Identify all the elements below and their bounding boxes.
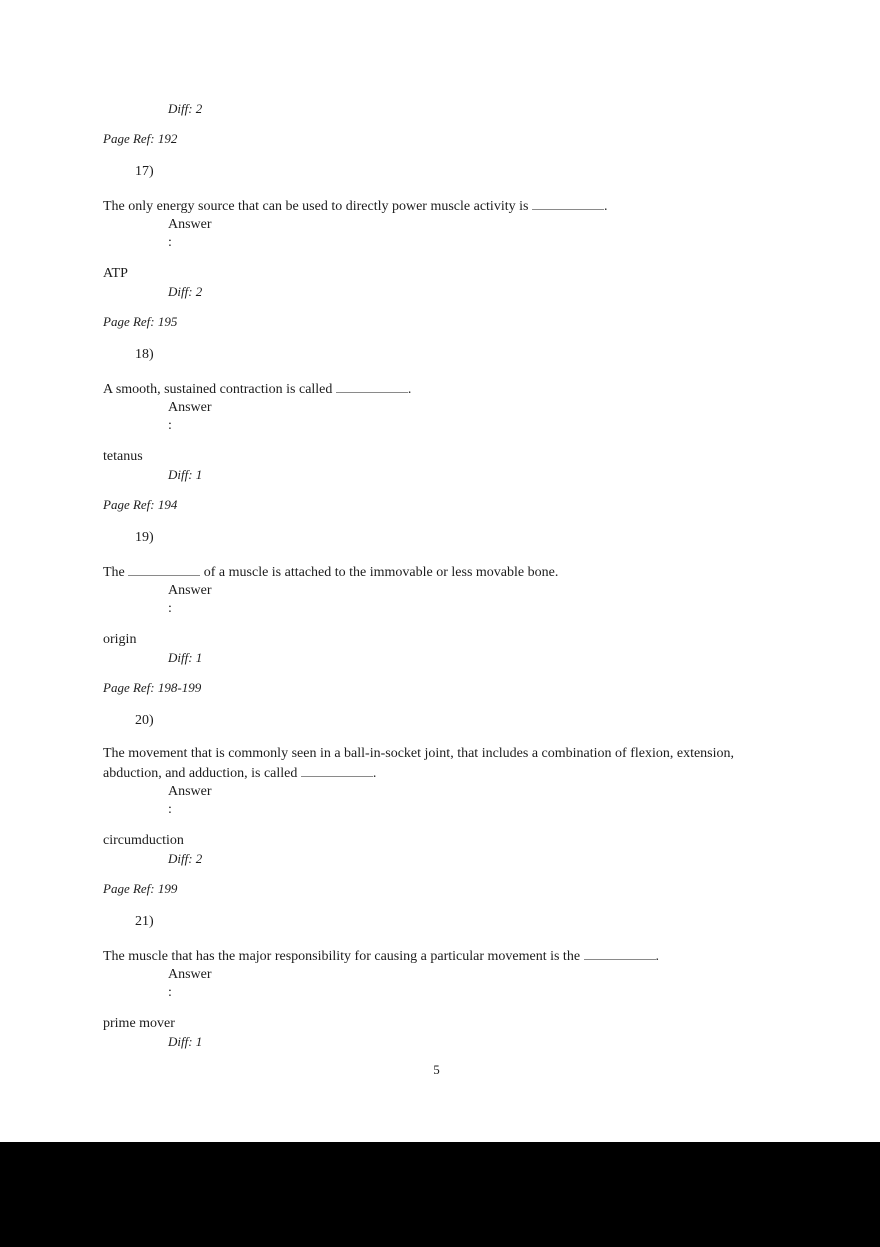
answer-label: Answer xyxy=(168,967,212,982)
answer-colon: : xyxy=(168,235,172,250)
answer-label: Answer xyxy=(168,784,212,799)
question-text-before: The movement that is commonly seen in a ball-in-socket joint, that includes a combination of flexion, extension, abduction, and adduction, is called xyxy=(103,746,735,781)
question-text-after: of a muscle is attached to the immovable or less movable bone. xyxy=(200,565,559,580)
question-text-after: . xyxy=(372,766,377,781)
answer-blank xyxy=(532,196,604,210)
answer-text: ATP xyxy=(103,266,128,281)
diff-line: Diff: 1 xyxy=(168,1034,203,1049)
page-ref-line: Page Ref: 195 xyxy=(103,314,178,329)
question-text-after: . xyxy=(655,949,660,964)
answer-text: prime mover xyxy=(103,1016,175,1031)
question-text xyxy=(103,562,770,582)
question-text-after: . xyxy=(407,382,412,397)
question-block xyxy=(103,529,770,697)
diff-line: Diff: 2 xyxy=(168,851,203,866)
question-number: 18) xyxy=(135,347,154,362)
diff-line: Diff: 2 xyxy=(168,284,203,299)
question-number: 19) xyxy=(135,530,154,545)
question-number: 20) xyxy=(135,713,154,728)
question-number: 21) xyxy=(135,914,154,929)
page-number: 5 xyxy=(433,1062,440,1077)
footer-letterbox-bar xyxy=(0,1142,880,1247)
question-number: 17) xyxy=(135,164,154,179)
question-text-before: The xyxy=(103,565,129,580)
answer-text: tetanus xyxy=(103,449,143,464)
answer-label: Answer xyxy=(168,583,212,598)
question-text-before: The muscle that has the major responsibility for causing a particular movement is the xyxy=(103,949,584,964)
question-text xyxy=(103,379,770,399)
answer-text: circumduction xyxy=(103,833,184,848)
question-block xyxy=(103,712,770,898)
question-text xyxy=(103,196,770,216)
page-ref-line: Page Ref: 192 xyxy=(103,131,178,146)
page-ref-line: Page Ref: 194 xyxy=(103,497,178,512)
answer-blank xyxy=(128,562,200,576)
question-text-after: . xyxy=(603,199,608,214)
answer-label: Answer xyxy=(168,400,212,415)
page-ref-line: Page Ref: 198-199 xyxy=(103,680,202,695)
question-text xyxy=(103,946,770,966)
answer-colon: : xyxy=(168,418,172,433)
question-block xyxy=(103,346,770,514)
question-block xyxy=(103,163,770,331)
question-text-before: A smooth, sustained contraction is called xyxy=(103,382,336,397)
answer-colon: : xyxy=(168,985,172,1000)
diff-line: Diff: 2 xyxy=(168,101,203,116)
question-text-before: The only energy source that can be used to directly power muscle activity is xyxy=(103,199,532,214)
answer-colon: : xyxy=(168,601,172,616)
answer-colon: : xyxy=(168,802,172,817)
page-ref-line: Page Ref: 199 xyxy=(103,881,178,896)
answer-label: Answer xyxy=(168,217,212,232)
question-text xyxy=(103,745,770,783)
answer-blank xyxy=(336,379,408,393)
answer-blank xyxy=(584,946,656,960)
answer-blank xyxy=(301,763,373,777)
diff-line: Diff: 1 xyxy=(168,467,203,482)
diff-line: Diff: 1 xyxy=(168,650,203,665)
question-block xyxy=(103,913,770,1051)
answer-text: origin xyxy=(103,632,137,647)
